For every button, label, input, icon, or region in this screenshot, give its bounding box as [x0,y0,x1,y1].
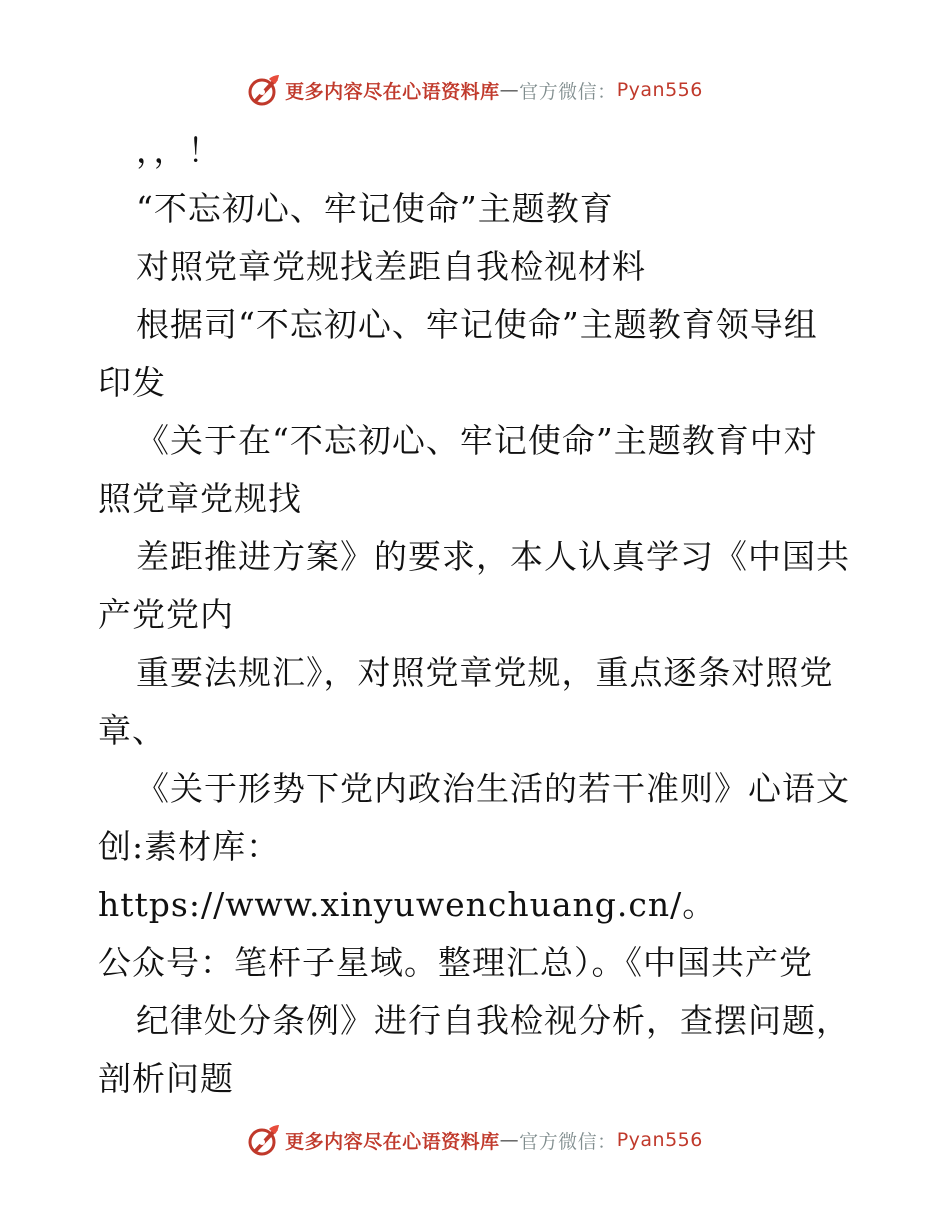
quill-pen-logo-icon [247,73,281,107]
body-line: 剖析问题 [98,1059,234,1098]
body-line: 纪律处分条例》进行自我检视分析，查摆问题， [136,1001,850,1040]
body-line: 公众号：笔杆子星域。整理汇总）。《中国共产党 [98,943,813,982]
footer-wechat-account: Pyan556 [616,1129,703,1151]
body-line: 差距推进方案》的要求，本人认真学习《中国共 [136,537,850,576]
body-line: 重要法规汇》，对照党章党规，重点逐条对照党 [136,653,834,692]
body-line: 《关于形势下党内政治生活的若干准则》心语文 [136,769,850,808]
body-line: 《关于在“不忘初心、牢记使命”主题教育中对 [136,421,818,460]
body-line: 产党党内 [98,595,234,634]
footer-site-text: 更多内容尽在心语资料库 [285,1130,500,1153]
footer-banner [0,1120,950,1160]
header-banner [0,70,950,110]
header-wechat-account: Pyan556 [616,79,703,101]
header-wechat-label: 官方微信： [519,80,617,103]
footer-dash: — [499,1129,520,1151]
body-line: 根据司“不忘初心、牢记使命”主题教育领导组 [136,305,818,344]
header-dash: — [499,79,520,101]
footer-wechat-label: 官方微信： [519,1130,617,1153]
quill-pen-logo-icon [247,1123,281,1157]
body-line: ，，！ [136,131,222,170]
body-line: 章、 [98,711,166,750]
header-site-text: 更多内容尽在心语资料库 [285,80,500,103]
body-line: 照党章党规找 [98,479,302,518]
body-line: 对照党章党规找差距自我检视材料 [136,247,646,286]
body-line: “不忘初心、牢记使命”主题教育 [136,189,614,228]
document-body [98,122,858,1108]
body-line: 创:素材库：https://www.xinyuwenchuang.cn/。 [98,827,717,924]
body-line: 印发 [98,363,166,402]
